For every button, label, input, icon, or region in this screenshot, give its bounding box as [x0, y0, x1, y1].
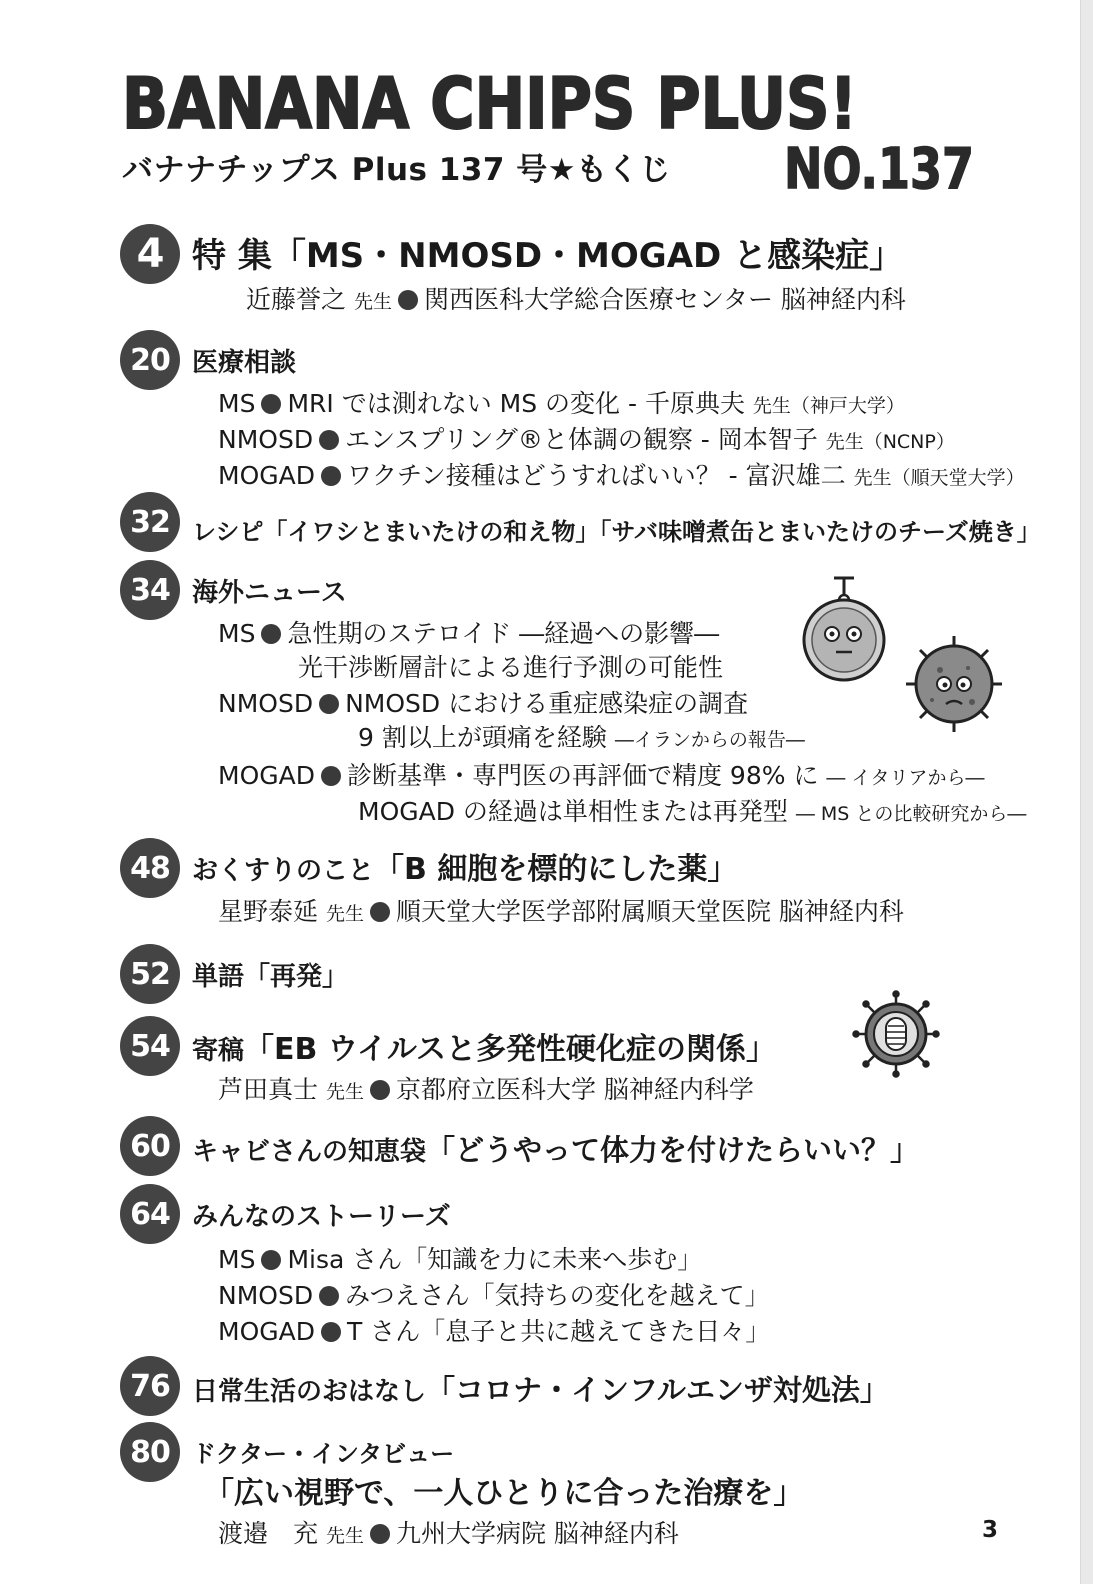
entry-title: キャビさんの知恵袋「どうやって体力を付けたらいい？」 [192, 1133, 920, 1167]
entry-subtitle: 「広い視野で、一人ひとりに合った治療を」 [204, 1476, 804, 1511]
page-badge: 54 [120, 1016, 180, 1076]
page-badge: 52 [120, 944, 180, 1004]
virus-character-icon [796, 572, 892, 688]
page-badge: 76 [120, 1356, 180, 1416]
author-line: 渡邉 充 先生 九州大学病院 脳神経内科 [218, 1519, 679, 1548]
page-badge: 20 [120, 330, 180, 390]
masthead-title: BANANA CHIPS PLUS! [122, 63, 857, 145]
entry-title: 特 集「MS・NMOSD・MOGAD と感染症」 [192, 236, 904, 276]
entry-title: レシピ「イワシとまいたけの和え物」「サバ味噌煮缶とまいたけのチーズ焼き」 [192, 518, 1041, 546]
entry-title: 医療相談 [192, 348, 297, 378]
sub-item: NMOSD みつえさん「気持ちの変化を越えて」 [218, 1281, 770, 1310]
sub-item: NMOSD NMOSD における重症感染症の調査 [218, 689, 749, 718]
page-badge: 4 [120, 224, 180, 284]
virus-character-icon [902, 632, 1006, 740]
sub-item: MS MRI では測れない MS の変化 - 千原典夫 先生（神戸大学） [218, 389, 905, 418]
page-badge: 34 [120, 560, 180, 620]
author-line: 芦田真士 先生 京都府立医科大学 脳神経内科学 [218, 1075, 754, 1104]
author-line: 近藤誉之 先生 関西医科大学総合医療センター 脳神経内科 [246, 285, 906, 314]
sub-item: MOGAD の経過は単相性または再発型 ― MS との比較研究から― [358, 797, 1027, 826]
sub-item: MOGAD T さん「息子と共に越えてきた日々」 [218, 1317, 771, 1346]
sub-item: 光干渉断層計による進行予測の可能性 [298, 653, 724, 682]
page-badge: 64 [120, 1184, 180, 1244]
virus-icon [852, 990, 940, 1082]
sub-item: MOGAD 診断基準・専門医の再評価で精度 98% に ― イタリアから― [218, 761, 985, 790]
page-badge: 48 [120, 838, 180, 898]
svg-text:NO.137: NO.137 [784, 137, 974, 202]
page-badge: 60 [120, 1116, 180, 1176]
sub-item: MS 急性期のステロイド ―経過への影響― [218, 619, 720, 648]
masthead [120, 62, 880, 145]
contents-subtitle: バナナチップス Plus 137 号★もくじ [122, 152, 671, 188]
sub-item: NMOSD エンスプリング®と体調の観察 - 岡本智子 先生（NCNP） [218, 425, 955, 454]
entry-title: 単語「再発」 [192, 962, 349, 992]
sub-item: MS Misa さん「知識を力に未来へ歩む」 [218, 1245, 703, 1274]
entry-title: みんなのストーリーズ [192, 1202, 451, 1232]
page-badge: 80 [120, 1422, 180, 1482]
sub-item: MOGAD ワクチン接種はどうすればいい？ - 富沢雄二 先生（順天堂大学） [218, 461, 1025, 490]
page-number: 3 [982, 1517, 999, 1543]
sub-item: 9 割以上が頭痛を経験 ―イランからの報告― [358, 723, 805, 752]
author-line: 星野泰延 先生 順天堂大学医学部附属順天堂医院 脳神経内科 [218, 897, 904, 926]
issue-number [782, 134, 982, 202]
entry-title: 日常生活のおはなし「コロナ・インフルエンザ対処法」 [192, 1373, 889, 1407]
page-edge [1080, 0, 1093, 1584]
entry-title: おくすりのこと「B 細胞を標的にした薬」 [192, 852, 738, 887]
entry-title: ドクター・インタビュー [192, 1440, 455, 1468]
bullet-dot [398, 290, 418, 310]
entry-title: 寄稿「EB ウイルスと多発性硬化症の関係」 [192, 1032, 777, 1067]
entry-title: 海外ニュース [192, 578, 347, 608]
page-badge: 32 [120, 492, 180, 552]
